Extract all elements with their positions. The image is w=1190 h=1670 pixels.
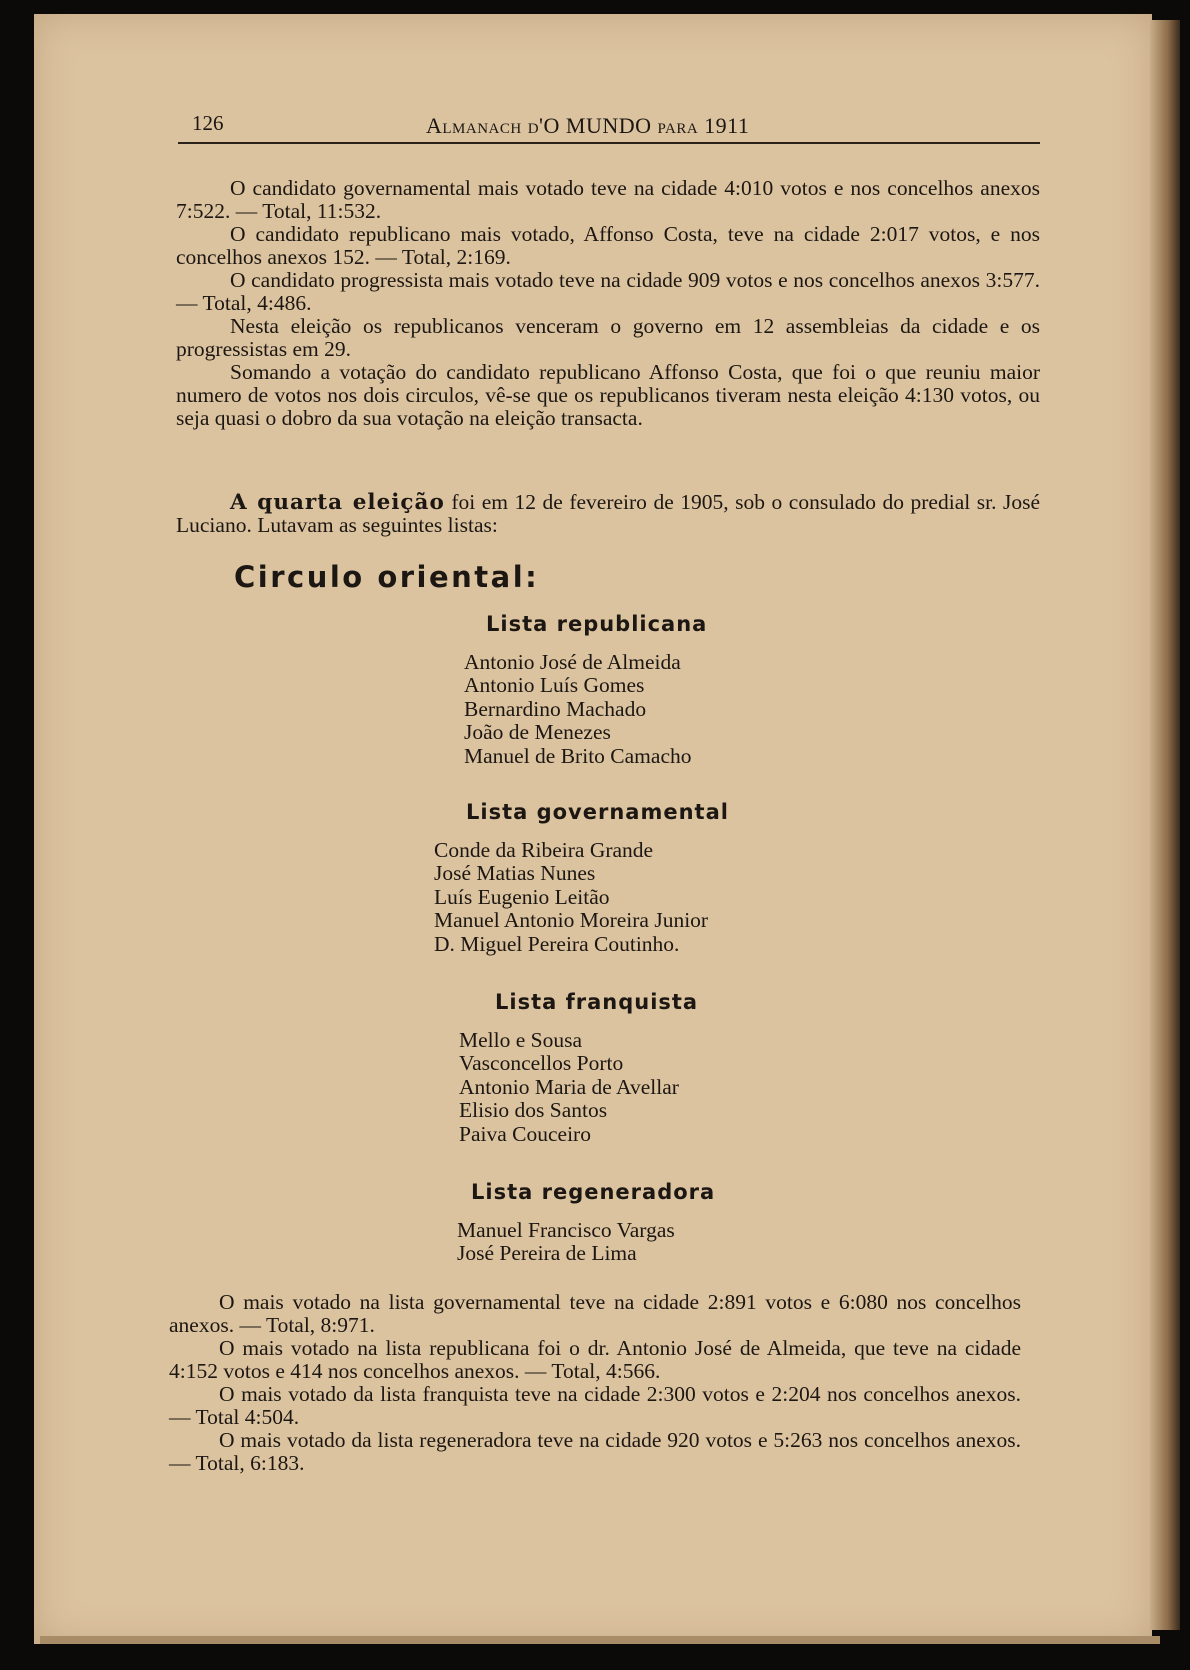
candidate-name: Manuel Antonio Moreira Junior	[434, 908, 709, 932]
candidate-name: Luís Eugenio Leitão	[434, 884, 610, 909]
candidate-name: José Matias Nunes	[434, 861, 596, 885]
paragraph: O candidato governamental mais votado teve na cidade 4:010 votos e nos concelhos anexos 7:522. — Total, 11:532.	[176, 176, 1040, 223]
intro-text	[176, 177, 1040, 430]
running-title: Almanach d'O MUNDO para 1911	[426, 113, 750, 138]
candidate-name: Conde da Ribeira Grande	[434, 837, 654, 862]
list-regeneradora	[457, 1181, 715, 1266]
candidate-name: Antonio José de Almeida	[464, 649, 681, 674]
candidate-name: D. Miguel Pereira Coutinho.	[434, 931, 680, 956]
fourth-election-text: foi em 12 de fevereiro de 1905, sob o consulado do predial sr. José Luciano. Lutavam as seguintes listas:	[176, 490, 1041, 537]
candidate-name: Antonio Luís Gomes	[464, 673, 645, 697]
list-heading: Lista governamental	[466, 800, 729, 824]
candidate-name: Elisio dos Santos	[459, 1098, 608, 1122]
candidate-name: Vasconcellos Porto	[459, 1051, 624, 1075]
page-bottom-edge	[40, 1636, 1160, 1644]
list-governamental	[434, 801, 729, 956]
paragraph: O mais votado da lista regeneradora teve na cidade 920 votos e 5:263 nos concelhos anexos. — Total, 6:183.	[169, 1428, 1021, 1475]
candidate-name: Manuel Francisco Vargas	[457, 1217, 675, 1242]
header-rule	[178, 142, 1040, 144]
list-franquista	[459, 991, 698, 1146]
list-republicana	[464, 613, 707, 768]
page-number: 126	[192, 111, 224, 135]
candidate-name: José Pereira de Lima	[457, 1241, 637, 1265]
fourth-election-paragraph	[176, 491, 1040, 537]
candidate-name: Paiva Couceiro	[459, 1121, 591, 1146]
paragraph: O mais votado na lista republicana foi o dr. Antonio José de Almeida, que teve na cidade 4:152 votos e 414 nos concelhos anexos. — Total, 4:566.	[169, 1336, 1021, 1383]
results-text	[169, 1291, 1021, 1475]
circulo-heading: Circulo oriental:	[234, 560, 540, 594]
paragraph: O mais votado da lista franquista teve na cidade 2:300 votos e 2:204 nos concelhos anexos. — Total 4:504.	[169, 1382, 1021, 1429]
candidate-name: Mello e Sousa	[459, 1027, 583, 1052]
paragraph: O mais votado na lista governamental teve na cidade 2:891 votos e 6:080 nos concelhos anexos. — Total, 8:971.	[169, 1290, 1021, 1337]
running-head	[192, 105, 1042, 145]
candidate-name: Antonio Maria de Avellar	[459, 1074, 679, 1099]
paragraph: O candidato progressista mais votado teve na cidade 909 votos e nos concelhos anexos 3:577. — Total, 4:486.	[176, 268, 1040, 315]
candidate-name: Manuel de Brito Camacho	[464, 743, 692, 768]
paragraph: O candidato republicano mais votado, Affonso Costa, teve na cidade 2:017 votos, e nos concelhos anexos 152. — Total, 2:169.	[176, 222, 1040, 269]
paragraph: Nesta eleição os republicanos venceram o governo em 12 assembleias da cidade e os progressistas em 29.	[176, 314, 1040, 361]
paragraph: Somando a votação do candidato republicano Affonso Costa, que foi o que reuniu maior numero de votos nos dois circulos, vê-se que os republicanos tiveram nesta eleição 4:130 votos, ou seja quasi o dobro da sua votação na eleição transacta.	[176, 360, 1040, 430]
list-heading: Lista regeneradora	[471, 1180, 716, 1204]
candidate-name: Bernardino Machado	[464, 696, 647, 721]
candidate-name: João de Menezes	[464, 720, 611, 744]
page-edge	[1150, 20, 1180, 1630]
list-heading: Lista republicana	[486, 612, 708, 636]
fourth-election-lead: A quarta eleição	[230, 490, 445, 515]
list-heading: Lista franquista	[495, 990, 699, 1014]
